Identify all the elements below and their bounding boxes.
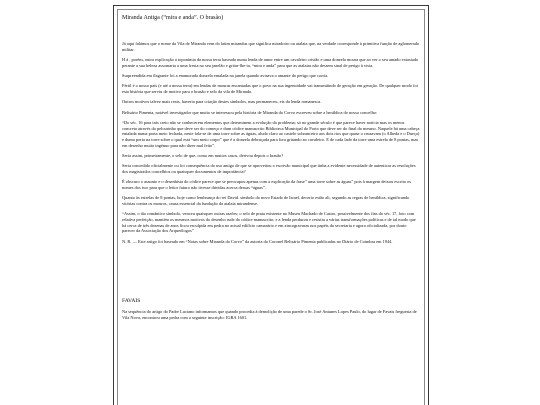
section-paragraph: Na sequência do artigo do Padre Luciano informamos que quando procedia à demolição de uma parede o Sr. José Antunes Lopes Paulo, do lugar de Favais freguesia de Vila Nova, encontrou uma pedra com a seguinte inscrição: IGRA 1601. <box>122 309 417 320</box>
paragraph: Já aqui falámos que o nome da Vila de Miranda vem do latim mirandus que significa miradoiro ou atalaia que, na verdade corresponde à primitiva função de aglomerado militar. <box>122 41 420 52</box>
paragraph: Seria assim, primeiramente, o selo de que, como em muitos casos, derivou depois o brasão? <box>122 153 284 158</box>
section-spacer <box>122 249 420 298</box>
editor-note: N. R. — Este artigo foi baseado em “Notas sobre Miranda do Corvo” da autoria do Coronel Belisário Pimenta publicadas no Diário de Coimbra em 1944. <box>122 238 393 244</box>
paragraph: Belisário Pimenta, notável investigador que muito se interessou pela história de Miranda do Corvo escreveu sobre a heráldica do nosso concelho: <box>122 109 378 115</box>
page-title: Miranda Antiga (“mira e anda”. O brasão) <box>122 15 224 21</box>
paragraph: Quanto às estrelas de 8 pontas, hoje como lembrança do rei David. símbolo do novo Estado de Israel, decerto estão ali, segundo as regras de heráldica, significando vitórias contra os mouros, causa essencial da fundação da atalaia mirandense. <box>122 195 410 206</box>
quotation-paragraph: “Do séc. 16 para trás creio não se conhecerem elementos que determinem a evolução do problema; só no grande século é que parece haver notícia mas os menos concreta através do pelourinho que deve ser do começo e dum códice manuscrito Biblioteca Municipal do Porto que deve ser do final do mesmo. Naquele há uma cabeça entalada numa porta meio fechada, neste fala-se de uma torre sobre as águas, aludo claro ao castelo sobranceiro aos dois rios que quase o cruzavam (o Alheda e o Dueça) e duma porta na torre sobre o qual está “um meio corpo” que é a donzela debruçada para fora gritando ao cavaleiro. E de cada lado da torre uma estrela de 8 pontas, mas em desenho muito ingénuo para não dizer mal feito”. <box>122 119 420 148</box>
paragraph: H á , porém, outra explicação a toponímia da nossa terra baseada numa lenda de amor entre um cavaleiro cristão e uma donzela moura que ao ver o seu amado extasiado perante a sua beleza assomaria a uma fresta no seu janelão e gritar-lhe-ia, “mira e anda” para que as atalaias não dessem sinal de perigo à vista. <box>122 57 419 68</box>
paragraph: Fértil é o nosso país (e até a nossa terra) em lendas de mouras encantadas que o povo na sua ingenuidade vai transmitindo de geração em geração. De qualquer modo foi esta história que serviu de motivo para o brasão e selo da vila de Miranda. <box>122 83 418 94</box>
paragraph: Seria concedido oficialmente ou foi consequência do uso antigo de que se aproveitou o escrivão municipal que tinha a evidente necessidade de autenticar as resoluções dos magistrados concelhios ou quaisquer documentos de importância? <box>122 163 416 174</box>
paragraph: É obscuro o assunto e o desenhista do códice parece que se preocupou apenas com a explicação da frase” uma torre sobre as águas” pois à margem deixou escrito os nomes dos two para que o leitor futuro não tivesse dúvidas acerca dessas “águas”. <box>122 179 411 190</box>
document-frame <box>113 5 429 405</box>
paragraph: Outros motivos talvez mais reais, haveria para criação destes símbolos, mas permaneceu, eis da lenda romanesca. <box>122 99 322 105</box>
paragraph: Surpreendida em flagrante foi a enamorada donzela entalada na janela quando avisava o amante do perigo que corria. <box>122 73 329 78</box>
document-body <box>117 9 425 405</box>
quotation-paragraph: “Assim, o tão romântico símbolo, venceu quaisquer outras razões; o selo de prata existente no Museu Machado de Castro, possivelmente dos fins do séc. 17, foto com relativa perfeição, mantém os mesmos motivos do desenho rude do códice manuscrito; e a lenda perdurou e resistiu a várias transformações políticas e de tal modo que há cerca de três dezenas de anos ficou esculpida em pedra no actual edifício camarário e em zincogravuras nos papéis da secretaria e agora oficializada, por douto parecer da Associação dos Arqueólogos” <box>122 211 416 234</box>
section-title: FAVAIS <box>122 298 141 304</box>
